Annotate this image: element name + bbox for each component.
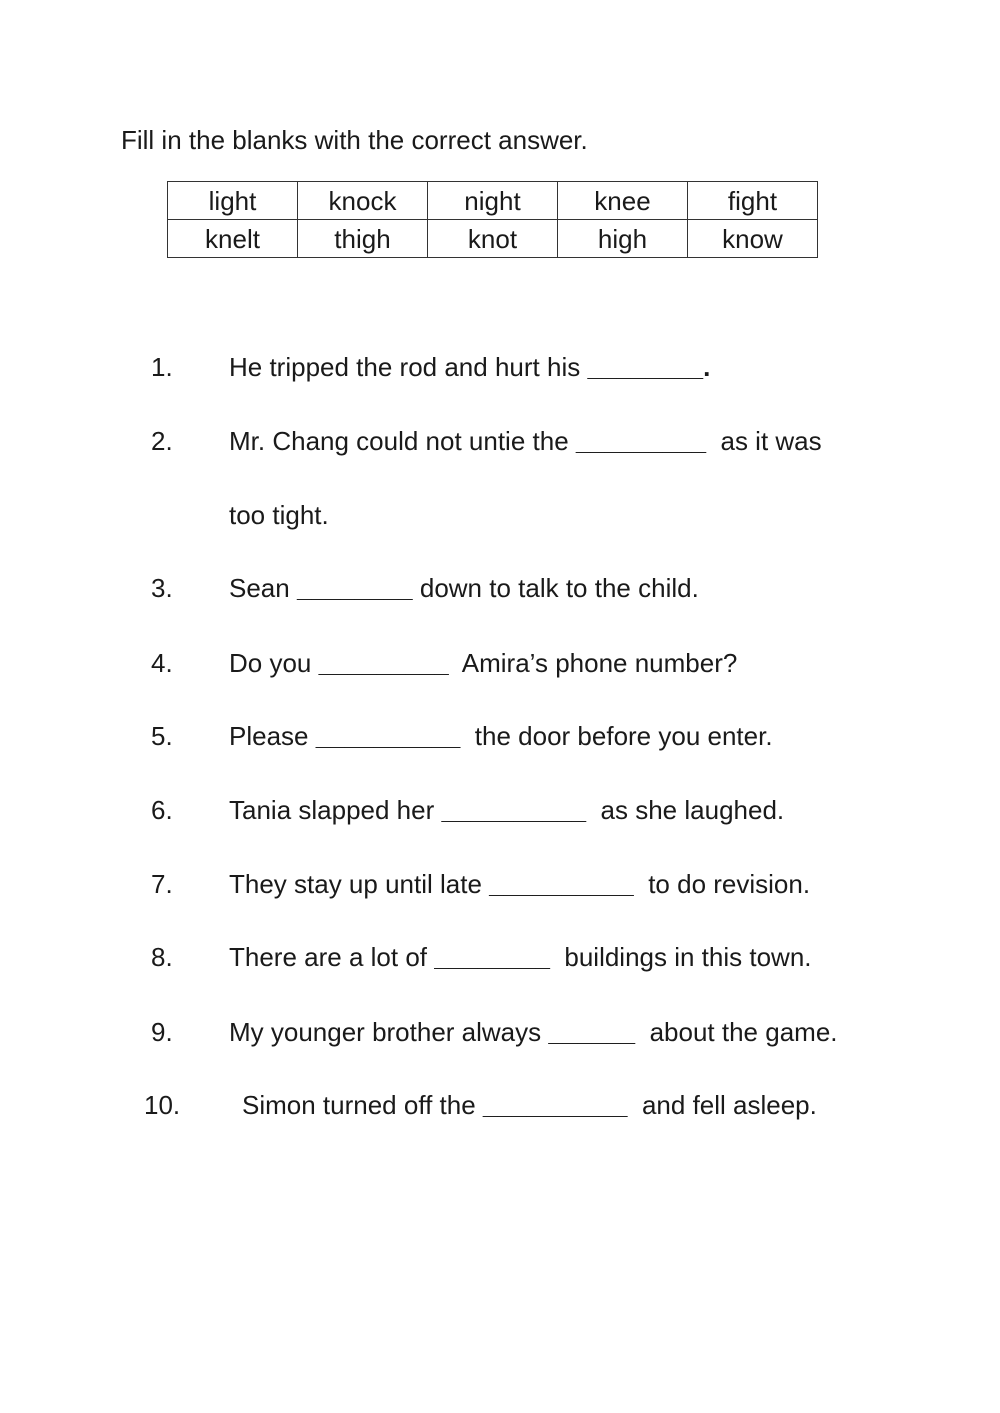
question-number: 2. (151, 426, 173, 456)
question-number: 9. (151, 1017, 173, 1047)
word-bank-cell: high (558, 220, 688, 258)
question-number: 6. (151, 795, 173, 825)
answer-blank[interactable]: ________ (434, 942, 550, 972)
instruction-text: Fill in the blanks with the correct answer. (121, 125, 588, 155)
question-number: 7. (151, 869, 173, 899)
question-2 (0, 421, 1000, 461)
question-text: Please __________ the door before you enter. (229, 721, 773, 751)
question-4 (0, 643, 1000, 683)
word-bank-cell: knee (558, 182, 688, 220)
question-number: 8. (151, 942, 173, 972)
word-bank-cell: know (688, 220, 818, 258)
answer-blank[interactable]: __________ (489, 869, 634, 899)
question-3 (0, 568, 1000, 608)
word-bank-cell: light (168, 182, 298, 220)
question-text: Do you _________ Amira’s phone number? (229, 648, 738, 678)
question-text: They stay up until late __________ to do revision. (229, 869, 811, 899)
word-bank-row (168, 182, 818, 220)
question-2-continuation (0, 495, 1000, 535)
question-10 (0, 1085, 1000, 1125)
question-text: too tight. (229, 500, 329, 530)
question-number: 5. (151, 721, 173, 751)
answer-blank[interactable]: __________ (482, 1090, 628, 1120)
question-6 (0, 790, 1000, 830)
question-text: Mr. Chang could not untie the _________ as it was (229, 426, 822, 456)
question-7 (0, 864, 1000, 904)
word-bank-cell: knock (298, 182, 428, 220)
answer-blank[interactable]: _________ (318, 648, 449, 678)
question-text: Simon turned off the __________ and fell asleep. (242, 1090, 817, 1120)
question-number: 3. (151, 573, 173, 603)
question-5 (0, 716, 1000, 756)
word-bank-table (167, 181, 818, 258)
word-bank-cell: knelt (168, 220, 298, 258)
answer-blank[interactable]: ______ (548, 1017, 636, 1047)
answer-blank[interactable]: __________ (441, 795, 587, 825)
word-bank-cell: thigh (298, 220, 428, 258)
question-text: There are a lot of ________ buildings in this town. (229, 942, 812, 972)
question-8 (0, 937, 1000, 977)
question-text: My younger brother always ______ about the game. (229, 1017, 838, 1047)
question-number: 1. (151, 352, 173, 382)
question-1 (0, 347, 1000, 387)
answer-blank[interactable]: _________ (575, 426, 707, 456)
answer-blank[interactable]: ________ (296, 573, 413, 603)
answer-blank[interactable]: __________ (315, 721, 461, 751)
word-bank-row (168, 220, 818, 258)
answer-blank[interactable]: ________. (587, 352, 711, 382)
question-text: Tania slapped her __________ as she laughed. (229, 795, 785, 825)
question-text: Sean ________ down to talk to the child. (229, 573, 699, 603)
question-9 (0, 1012, 1000, 1052)
word-bank-cell: knot (428, 220, 558, 258)
question-number: 4. (151, 648, 173, 678)
question-text: He tripped the rod and hurt his ________. (229, 352, 711, 382)
question-number: 10. (144, 1090, 181, 1120)
word-bank-cell: night (428, 182, 558, 220)
word-bank-cell: fight (688, 182, 818, 220)
